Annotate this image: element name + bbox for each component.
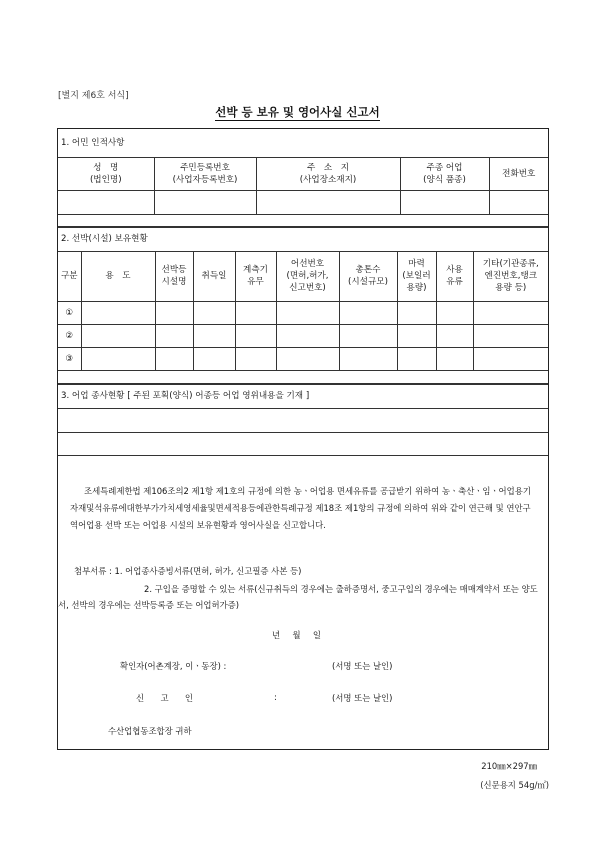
addressee: 수산업협동조합장 귀하 [108,726,192,736]
form-frame [57,128,549,750]
header-usage-l1: 용 도 [105,271,131,281]
header-regno [154,157,256,190]
cell-input[interactable] [339,324,397,347]
spacer-row [58,370,548,383]
header-meter-l1: 계측기 [243,265,268,275]
title-text: 선박 등 보유 및 영어사실 신고서 [215,105,380,119]
regno-input[interactable] [154,190,256,214]
confirmer-label: 확인자(어촌계장, 이ㆍ동장) : [120,661,227,671]
cell-input[interactable] [193,324,235,347]
header-division-l1: 구분 [60,271,78,281]
header-usage [81,251,155,301]
header-other-l1: 기타(기관종류, [482,259,539,269]
header-power-l3: 용량) [406,283,427,293]
row-marker: ③ [58,347,81,370]
cell-input[interactable] [193,301,235,324]
header-meter-l2: 유무 [247,277,264,287]
cell-input[interactable] [397,347,436,370]
address-input[interactable] [256,190,400,214]
header-vessel-no-l2: (면허,허가, [286,271,329,281]
header-division [58,251,81,301]
date-line: 년 월 일 [271,630,324,640]
cell-input[interactable] [276,301,339,324]
table-row [58,301,548,324]
cell-input[interactable] [397,301,436,324]
cell-input[interactable] [339,347,397,370]
attachments-line2: 2. 구입을 증명할 수 있는 서류(신규취득의 경우에는 출하증명서, 중고구입의 경우에는 매매계약서 또는 양도서, 선박의 경우에는 선박등록증 또는 어업허가증) [58,584,538,610]
header-name-l1: 성 명 [93,162,119,173]
header-power [397,251,436,301]
section3-heading: 3. 어업 종사현황 [ 주된 포획(양식) 어종등 어업 영위내용을 기재 ] [58,384,548,408]
applicant-colon: : [274,692,277,702]
row-marker: ① [58,301,81,324]
section1-heading: 1. 어민 인적사항 [58,129,548,157]
cell-input[interactable] [436,347,473,370]
cell-input[interactable] [473,301,548,324]
header-vessel-l1: 선박등 [161,265,187,275]
header-acquired [193,251,235,301]
section3-input-1[interactable] [58,408,548,432]
header-tonnage-l2: (시설규모) [348,277,388,287]
cell-input[interactable] [235,347,276,370]
cell-input[interactable] [339,301,397,324]
applicant-sign[interactable]: (서명 또는 날인) [332,693,393,703]
header-vessel-no [276,251,339,301]
section2-heading: 2. 선박(시설) 보유현황 [58,227,548,251]
declaration-text: 조세특례제한법 제106조의2 제1항 제1호의 규정에 의한 농ㆍ어업용 면세유류를 공급받기 위하여 농ㆍ축산ㆍ임ㆍ어업용기자재및석유류에대한부가가치세영세율및면세적용등에관한특례규정 제18조 제1항의 규정에 의하여 위와 같이 연근해 및 연안구역어업용 선박 또는 어업용 시설의 보유현황과 영어사실을 신고합니다. [70,486,531,530]
cell-input[interactable] [436,301,473,324]
cell-input[interactable] [276,347,339,370]
header-address-l1: 주 소 지 [306,162,350,173]
header-vessel-no-l3: 신고번호) [289,283,326,293]
header-tonnage [339,251,397,301]
confirmer-sign[interactable]: (서명 또는 날인) [332,661,393,671]
phone-input[interactable] [489,190,548,214]
cell-input[interactable] [81,324,155,347]
section3-input-2[interactable] [58,432,548,455]
applicant-label: 신 고 인 [136,693,198,703]
attachments-line1: 첨부서류 : 1. 어업종사증빙서류(면허, 허가, 신고필증 사본 등) [74,566,302,576]
cell-input[interactable] [397,324,436,347]
header-other [473,251,548,301]
section2-table [58,227,548,384]
header-vessel-l2: 시설명 [161,277,187,287]
header-fuel [436,251,473,301]
header-vessel [155,251,193,301]
header-meter [235,251,276,301]
cell-input[interactable] [81,347,155,370]
header-phone [489,157,548,190]
header-regno-l2: (사업자등록번호) [172,174,238,185]
cell-input[interactable] [473,347,548,370]
cell-input[interactable] [155,301,193,324]
form-number: [별지 제6호 서식] [58,91,129,101]
header-vessel-no-l1: 어선번호 [290,259,325,269]
header-address [256,157,400,190]
header-power-l2: (보일러 [402,271,431,281]
header-fuel-l2: 유류 [446,277,463,287]
cell-input[interactable] [193,347,235,370]
header-fuel-l1: 사용 [446,265,463,275]
header-power-l1: 마력 [408,259,425,269]
header-acquired-l1: 취득일 [201,271,227,281]
cell-input[interactable] [436,324,473,347]
name-input[interactable] [58,190,154,214]
cell-input[interactable] [235,301,276,324]
table-row [58,347,548,370]
cell-input[interactable] [235,324,276,347]
cell-input[interactable] [155,347,193,370]
header-name-l2: (법인명) [89,174,122,185]
header-other-l3: 용량 등) [495,283,527,293]
fishery-input[interactable] [400,190,489,214]
header-tonnage-l1: 총톤수 [355,265,381,275]
header-fishery-l2: (양식 품종) [423,174,466,185]
paper-size: 210㎜×297㎜ [481,761,537,771]
cell-input[interactable] [473,324,548,347]
page-title [0,104,595,120]
header-regno-l1: 주민등록번호 [180,162,230,173]
section3-table [58,384,548,456]
header-phone-l1: 전화번호 [502,168,536,179]
table-row [58,324,548,347]
row-marker: ② [58,324,81,347]
header-name [58,157,154,190]
header-fishery-l1: 주종 어업 [426,162,463,173]
header-fishery [400,157,489,190]
section1-table [58,129,548,227]
cell-input[interactable] [155,324,193,347]
header-address-l2: (사업장소재지) [299,174,357,185]
paper-type: (신문용지 54g/㎡) [480,780,549,790]
cell-input[interactable] [276,324,339,347]
header-other-l2: 엔진번호,탱크 [484,271,538,281]
cell-input[interactable] [81,301,155,324]
spacer-row [58,214,548,226]
